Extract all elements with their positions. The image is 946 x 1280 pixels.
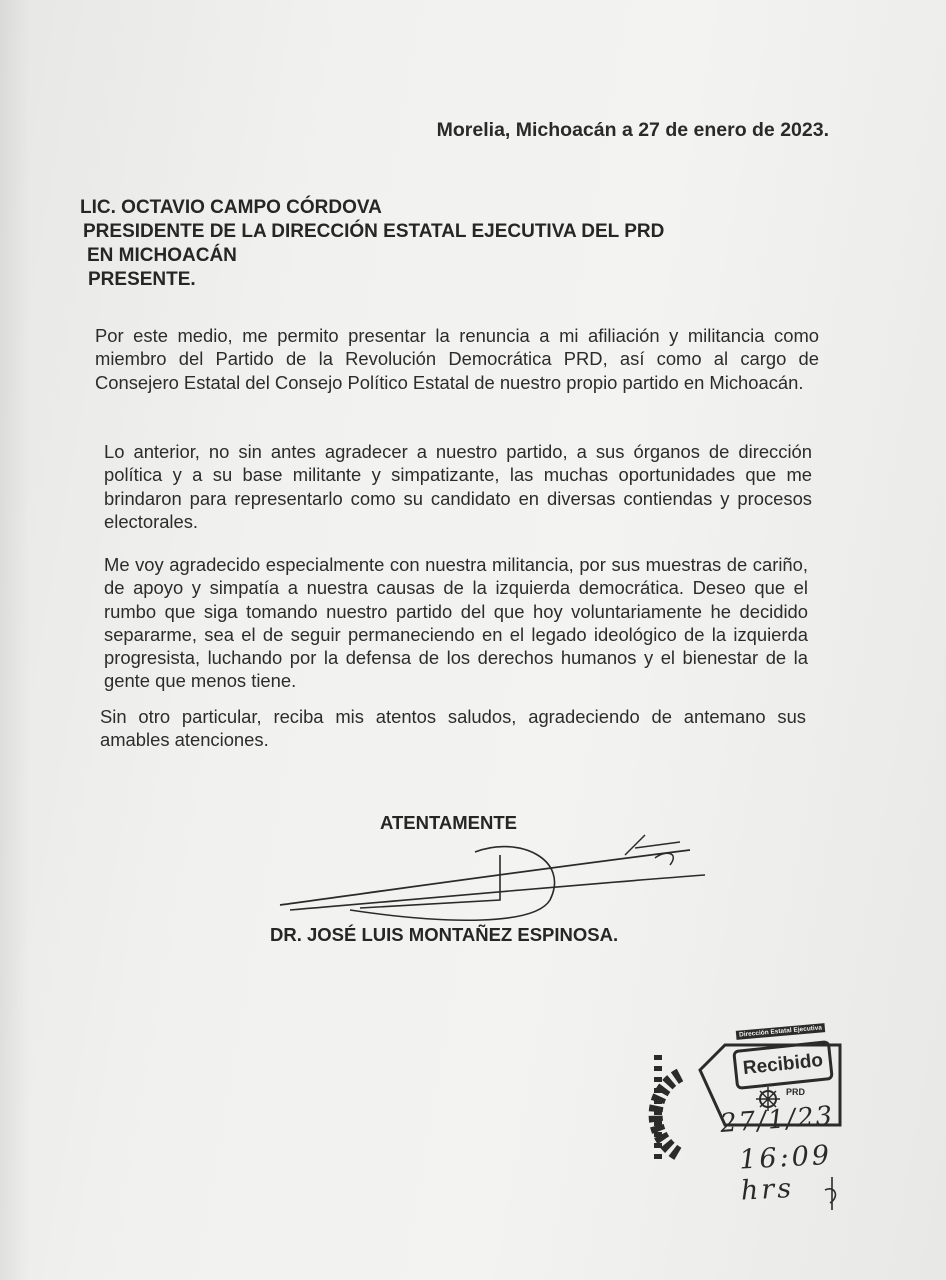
stamp-handwritten-date: 27/1/23 [719, 1101, 836, 1139]
body-paragraph: Por este medio, me permito presentar la renuncia a mi afiliación y militancia como miembro del Partido de la Revolución Democrática PRD, así como al cargo de Consejero Estatal del Consejo Político Estatal de nuestro propio partido en Michoacán. [95, 325, 819, 393]
place-date: Morelia, Michoacán a 27 de enero de 2023. [436, 119, 829, 141]
addressee-block [80, 196, 664, 292]
stamp-handwritten-time: 16:09 hrs [738, 1139, 833, 1207]
addressee-title: PRESIDENTE DE LA DIRECCIÓN ESTATAL EJECUTIVA DEL PRD [83, 221, 665, 242]
stamp-party: PRD [786, 1087, 806, 1097]
addressee-name: LIC. OCTAVIO CAMPO CÓRDOVA [80, 197, 382, 218]
body-paragraph: Lo anterior, no sin antes agradecer a nuestro partido, a sus órganos de dirección política y a su base militante y simpatizante, las muchas oportunidades que me brindaron para representarlo como su candidato en diversas contiendas y procesos electorales. [104, 441, 812, 532]
page-shadow [0, 0, 30, 1280]
closing: ATENTAMENTE [380, 812, 518, 833]
addressee-location: EN MICHOACÁN [87, 245, 237, 266]
addressee-presente: PRESENTE. [88, 269, 196, 290]
handwritten-signature [270, 830, 720, 930]
body-paragraph: Sin otro particular, reciba mis atentos saludos, agradeciendo de antemano sus amables atenciones. [100, 706, 806, 751]
received-stamp [640, 1015, 880, 1215]
signer-name: DR. JOSÉ LUIS MONTAÑEZ ESPINOSA. [270, 924, 619, 945]
stamp-org: Dirección Estatal Ejecutiva [736, 1023, 826, 1040]
stamp-label: Recibido [732, 1040, 834, 1090]
body-paragraph: Me voy agradecido especialmente con nuestra militancia, por sus muestras de cariño, de apoyo y simpatía a nuestra causas de la izquierda democrática. Deseo que el rumbo que siga tomando nuestro partido del que hoy voluntariamente he decidido separarme, sea el de seguir permaneciendo en el legado ideológico de la izquierda progresista, luchando por la defensa de los derechos humanos y el bienestar de la gente que menos tiene. [104, 554, 808, 692]
